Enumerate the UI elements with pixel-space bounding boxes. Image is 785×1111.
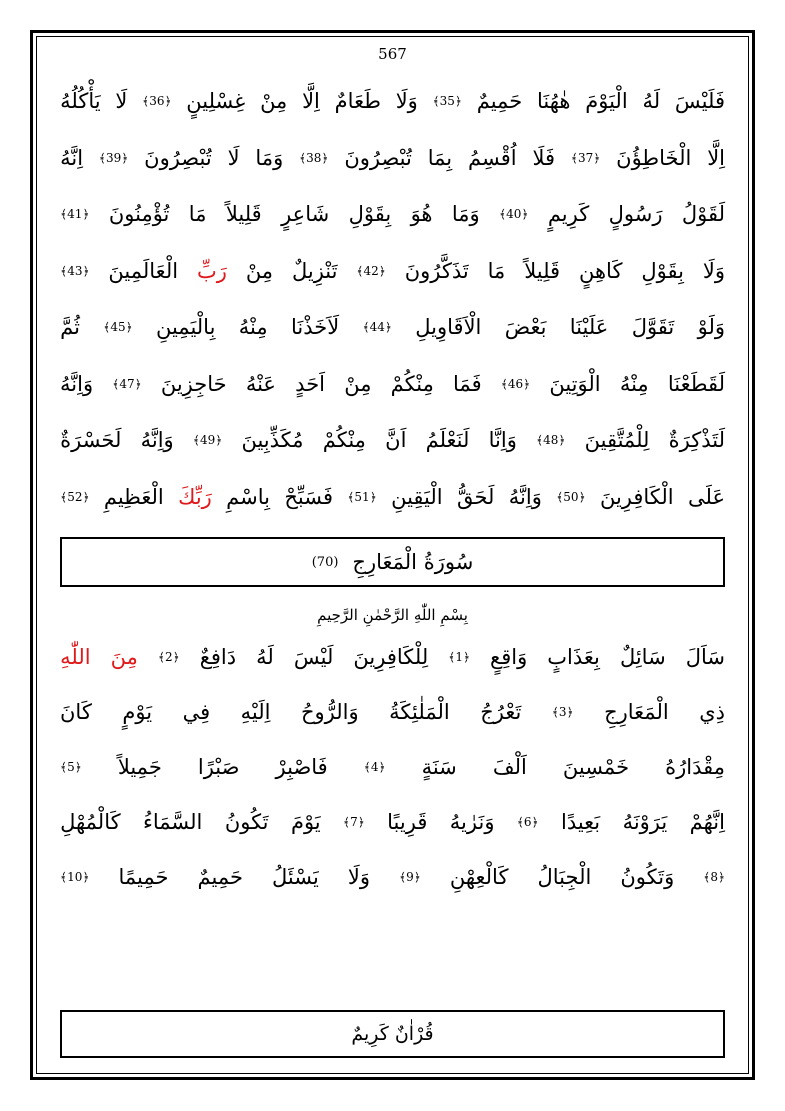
verse-word: مَا [188, 202, 207, 226]
verse-word: يَسْئَلُ [272, 865, 319, 889]
verse-line [60, 801, 725, 843]
verse-word: تُؤْمِنُونَ [108, 202, 170, 226]
verse-line [60, 691, 725, 733]
verse-line [60, 636, 725, 678]
verse-word: عَلَيْنَا [569, 315, 609, 339]
verse-word: شَاعِرٍ [281, 202, 330, 226]
verse-word: فَلَيْسَ [674, 89, 725, 113]
verse-word: اِلَّا [707, 145, 725, 170]
verse-word: قَلِيلاً [225, 202, 262, 226]
verse-word: خَمْسِينَ [562, 755, 630, 779]
verse-number: ﴿47﴾ [112, 376, 142, 391]
verse-number: ﴿37﴾ [570, 150, 601, 165]
verse-word: لَحَقُّ [456, 484, 495, 509]
verse-word: هُوَ [410, 202, 433, 226]
verse-word: حَمِيمٌ [476, 89, 523, 113]
verse-word: اَنَّ [385, 428, 407, 452]
verse-word: لَا [227, 145, 240, 170]
verse-number: ﴿46﴾ [500, 376, 531, 391]
verse-word: بِعَذَابٍ [547, 645, 600, 669]
verse-word: قَرِيبًا [387, 810, 428, 834]
verse-word: حَمِيمًا [118, 865, 169, 889]
verse-number: ﴿4﴾ [363, 760, 386, 774]
verse-word: فَسَبِّحْ [284, 484, 334, 509]
verse-word: وَلَا [347, 865, 371, 889]
verse-word: فَلَا [532, 145, 556, 170]
verse-word: وَلَا [702, 258, 725, 283]
verse-word: بِاسْمِ [226, 484, 270, 509]
verse-word: وَاقِعٍ [490, 645, 528, 669]
verse-line [60, 746, 725, 788]
verse-word: الْمَلٰئِكَةُ [389, 700, 450, 724]
verse-word: مَا [487, 258, 506, 283]
verse-word: لَتَذْكِرَةٌ [668, 428, 725, 452]
verse-word: بَعِيدًا [560, 810, 601, 834]
verse-line [60, 363, 725, 405]
verse-number: ﴿43﴾ [60, 263, 90, 278]
verse-word: مِنْ [245, 258, 274, 283]
verse-word: مِنَ [110, 645, 138, 669]
verse-number: ﴿6﴾ [516, 815, 539, 829]
verse-number: ﴿10﴾ [60, 870, 90, 884]
verse-word: عَنْهُ [245, 371, 276, 396]
verse-number: ﴿35﴾ [432, 94, 462, 108]
verse-word: لَهُ [642, 89, 661, 113]
verse-number: ﴿3﴾ [551, 705, 574, 719]
verse-word: مِنْكُمْ [322, 428, 366, 452]
surah-number: (70) [311, 554, 339, 570]
verse-word: الْعَالَمِينَ [108, 258, 179, 283]
verse-word: تَعْرُجُ [480, 700, 522, 724]
verse-word: لَا [115, 89, 128, 113]
verse-number: ﴿48﴾ [536, 433, 566, 447]
verse-word: بِمَا [427, 145, 453, 170]
page-number: 567 [378, 45, 407, 63]
verse-word: الْيَوْمَ [585, 89, 628, 113]
verse-word: سَاَلَ [685, 645, 725, 669]
verse-word: اَحَدٍ [295, 371, 326, 396]
basmala-text: بِسْمِ اللّٰهِ الرَّحْمٰنِ الرَّحِيمِ [317, 606, 468, 624]
verse-word: ثُمَّ [60, 315, 80, 339]
verse-word: كَالْمُهْلِ [60, 810, 121, 834]
verse-number: ﴿52﴾ [60, 489, 90, 504]
verse-line [60, 137, 725, 179]
verse-word: غِسْلِينٍ [186, 89, 246, 113]
verse-number: ﴿9﴾ [399, 870, 421, 884]
verse-word: وَمَا [451, 202, 480, 226]
verse-number: ﴿44﴾ [362, 320, 392, 334]
verse-word: لَقَطَعْنَا [667, 371, 725, 396]
verse-word: وَتَكُونُ [620, 865, 675, 889]
verse-word: بَعْضَ [504, 315, 547, 339]
verse-word: وَاِنَّا [488, 428, 517, 452]
verse-number: ﴿8﴾ [703, 870, 725, 884]
verse-word: لَحَسْرَةٌ [60, 428, 122, 452]
verse-word: مِنْهُ [619, 371, 649, 396]
verse-word: وَالرُّوحُ [300, 700, 359, 724]
verse-word: كَانَ [60, 700, 92, 724]
verse-word: مِقْدَارُهُ [665, 755, 725, 779]
verse-number: ﴿5﴾ [60, 760, 82, 774]
verse-word: وَاِنَّهُ [508, 484, 542, 509]
verse-word: لَيْسَ [293, 645, 334, 669]
verse-word: فَمَا [453, 371, 482, 396]
verse-word: صَبْرًا [197, 755, 240, 779]
verse-word: تَكُونُ [224, 810, 269, 834]
verse-number: ﴿51﴾ [347, 489, 377, 504]
verse-word: رَبِّ [196, 258, 227, 283]
verse-word: لَاَخَذْنَا [290, 315, 340, 339]
verse-number: ﴿1﴾ [448, 650, 470, 664]
verse-word: كَرِيمٍ [547, 202, 590, 226]
verse-number: ﴿40﴾ [499, 207, 529, 221]
verse-word: لِلْمُتَّقِينَ [584, 428, 650, 452]
verse-word: تَقَوَّلَ [631, 315, 675, 339]
verse-word: كَاهِنٍ [578, 258, 623, 283]
verse-word: اِنَّهُ [60, 145, 84, 170]
verse-word: حَاجِزِينَ [160, 371, 227, 396]
verse-word: مِنْكُمْ [390, 371, 434, 396]
verse-word: السَّمَاءُ [143, 810, 203, 834]
verse-number: ﴿41﴾ [60, 207, 90, 221]
verse-word: جَمِيلاً [117, 755, 162, 779]
verse-word: الْاَقَاوِيلِ [415, 315, 482, 339]
verse-word: اِلَيْهِ [240, 700, 271, 724]
verse-word: عَلَى [688, 484, 725, 509]
verse-word: يَوْمَ [290, 810, 321, 834]
verse-word: طَعَامٌ [334, 89, 381, 113]
verse-line [60, 80, 725, 122]
verse-number: ﴿49﴾ [192, 433, 223, 447]
verse-word: وَنَرٰيهُ [449, 810, 495, 834]
verse-word: اُقْسِمُ [468, 145, 517, 170]
verse-word: ذِي [699, 700, 725, 724]
verse-word: رَبِّكَ [178, 484, 212, 509]
basmala [60, 604, 725, 626]
verse-word: الْيَقِينِ [391, 484, 443, 509]
verse-number: ﴿50﴾ [556, 489, 586, 504]
verse-line [60, 306, 725, 348]
verse-number: ﴿42﴾ [356, 263, 386, 278]
verse-word: لَنَعْلَمُ [425, 428, 470, 452]
verse-word: سَنَةٍ [421, 755, 457, 779]
verse-word: الْمَعَارِجِ [604, 700, 669, 724]
verse-word: حَمِيمٌ [197, 865, 243, 889]
verse-word: لَقَوْلُ [681, 202, 725, 226]
verse-word: تُبْصِرُونَ [144, 145, 212, 170]
verse-word: اللّٰهِ [60, 645, 91, 669]
footer-box [60, 1010, 725, 1058]
verse-word: سَائِلٌ [619, 645, 666, 669]
verse-word: يَرَوْنَهُ [622, 810, 668, 834]
verse-line [60, 419, 725, 461]
verse-word: لِلْكَافِرِينَ [353, 645, 429, 669]
verse-word: وَاِنَّهُ [140, 428, 174, 452]
verse-word: تَنْزِيلٌ [291, 258, 338, 283]
verse-word: تُبْصِرُونَ [344, 145, 412, 170]
verse-number: ﴿7﴾ [343, 815, 365, 829]
verse-word: وَمَا [255, 145, 284, 170]
verse-word: رَسُولٍ [608, 202, 663, 226]
verse-word: الْكَافِرِينَ [599, 484, 674, 509]
verse-word: مِنْ [344, 371, 372, 396]
verse-word: تَذَكَّرُونَ [404, 258, 469, 283]
verse-number: ﴿38﴾ [299, 150, 329, 165]
verse-number: ﴿2﴾ [157, 650, 180, 664]
verse-word: كَالْعِهْنِ [449, 865, 509, 889]
verse-line [60, 856, 725, 898]
verse-line [60, 476, 725, 518]
verse-word: بِقَوْلِ [641, 258, 684, 283]
verse-word: وَلَا [395, 89, 418, 113]
verse-word: فَاصْبِرْ [275, 755, 328, 779]
verse-word: اِنَّهُمْ [689, 810, 725, 834]
verse-word: الْوَتِينَ [549, 371, 601, 396]
verse-line [60, 193, 725, 235]
verse-word: يَأْكُلُهُ [60, 89, 101, 113]
verse-word: يَوْمٍ [122, 700, 153, 724]
verse-word: بِقَوْلِ [348, 202, 392, 226]
verse-word: وَاِنَّهُ [60, 371, 94, 396]
verse-word: فِي [182, 700, 211, 724]
verse-word: اِلَّا [302, 89, 320, 113]
verse-word: دَافِعٌ [199, 645, 237, 669]
verse-number: ﴿36﴾ [142, 94, 172, 108]
verse-word: مُكَذِّبِينَ [241, 428, 304, 452]
footer-text: قُرْاٰنٌ كَرِيمٌ [351, 1023, 434, 1045]
surah-title-box [60, 537, 725, 587]
surah-title: سُورَةُ الْمَعَارِجِ [352, 550, 474, 574]
verse-word: مِنْهُ [238, 315, 268, 339]
verse-word: وَلَوْ [697, 315, 725, 339]
verse-word: الْعَظِيمِ [103, 484, 164, 509]
verse-word: مِنْ [260, 89, 288, 113]
verse-number: ﴿39﴾ [98, 150, 129, 165]
verse-word: الْخَاطِؤُنَ [616, 145, 692, 170]
verse-word: بِالْيَمِينِ [155, 315, 216, 339]
verse-word: الْجِبَالُ [537, 865, 592, 889]
verse-word: لَهُ [256, 645, 274, 669]
verse-line [60, 250, 725, 292]
verse-word: هٰهُنَا [536, 89, 571, 113]
verse-number: ﴿45﴾ [103, 320, 133, 334]
verse-word: قَلِيلاً [524, 258, 561, 283]
verse-word: اَلْفَ [492, 755, 527, 779]
